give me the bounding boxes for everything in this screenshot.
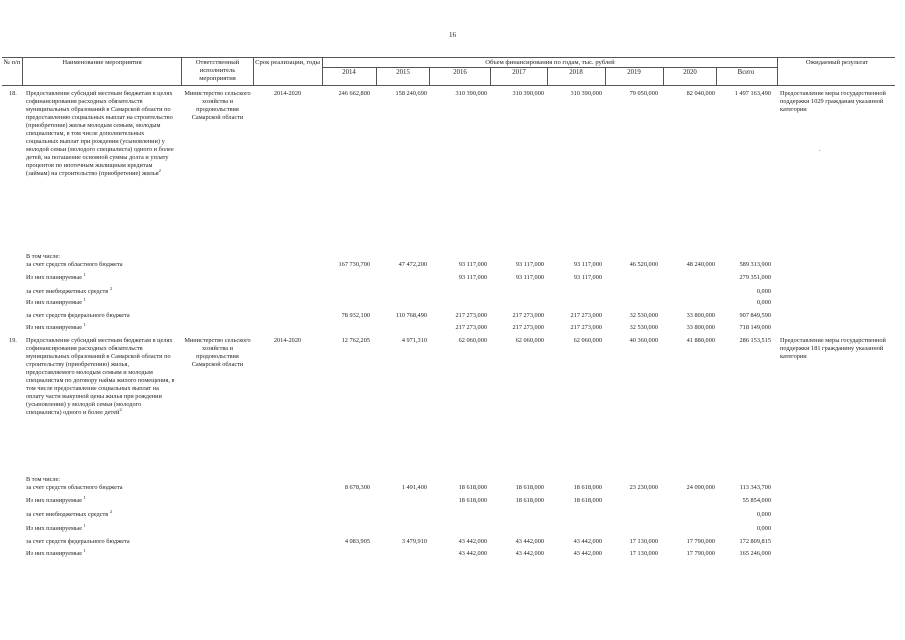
value-cell: 82 040,000: [686, 90, 715, 97]
value-cell: 17 130,000: [629, 550, 658, 557]
value-cell: 18 618,000: [458, 484, 487, 491]
row-name: Предоставление субсидий местным бюджетам в целях софинансирования расходных обязательств муниципальных образований в Самарской области по строительству (приобретению) жилья, предоставляемого молодым семьям и молодым специалистам по договору найма жилого помещения, в том числе предоставление социальных выплат на оплату части выкупной цены жилья при рождении (усыновлении) у молодой семьи (молодого специалиста) одного и более детей$^2$: [26, 337, 175, 417]
header-year: 2017: [512, 69, 526, 76]
value-cell: 93 117,000: [458, 274, 487, 281]
value-cell: 93 117,000: [573, 261, 602, 268]
col-divider: [322, 57, 323, 85]
value-cell: 310 390,000: [455, 90, 487, 97]
value-cell-total: 0,000: [756, 299, 771, 306]
breakdown-label: Из них планируемые $^1$: [26, 495, 86, 504]
row-term: 2014-2020: [273, 337, 302, 344]
header-top-rule: [2, 57, 895, 58]
value-cell: 78 932,100: [341, 312, 370, 319]
value-cell: 79 050,000: [629, 90, 658, 97]
value-cell: 40 360,000: [629, 337, 658, 344]
header-col-result: Ожидаемый результат: [805, 59, 869, 66]
breakdown-label: Из них планируемые $^1$: [26, 548, 86, 557]
value-cell: 43 442,000: [515, 538, 544, 545]
value-cell: 217 273,000: [455, 312, 487, 319]
breakdown-label: за счет средств федерального бюджета: [26, 538, 130, 545]
value-cell-total: 165 246,000: [739, 550, 771, 557]
row-name: Предоставление субсидий местным бюджетам в целях софинансирования расходных обязательств муниципальных образований в Самарской области по предоставлению социальных выплат на строительство (приобретение) жилья молодым семьям, молодым специалистам, в том числе дополнительных социальных выплат при рождении (усыновлении) у молодой семьи (молодого специалиста) одного и более детей, на погашение основной суммы долга и уплату процентов по ипотечным жилищным кредитам (займам) на строительство (приобретение) жилья$^2$: [26, 90, 174, 178]
breakdown-label: за счет средств федерального бюджета: [26, 312, 130, 319]
header-col-no: № п/п: [3, 59, 21, 66]
value-cell: 93 117,000: [573, 274, 602, 281]
value-cell: 62 060,000: [458, 337, 487, 344]
value-cell: 246 662,800: [338, 90, 370, 97]
value-cell: 8 678,300: [344, 484, 370, 491]
value-cell: 43 442,000: [458, 538, 487, 545]
value-cell: 17 790,000: [686, 550, 715, 557]
value-cell: 17 790,000: [686, 538, 715, 545]
breakdown-header: В том числе:: [26, 476, 61, 483]
col-divider: [777, 57, 778, 85]
header-year: 2016: [453, 69, 467, 76]
value-cell: 33 800,000: [686, 324, 715, 331]
value-cell: 217 273,000: [570, 312, 602, 319]
value-cell: 310 390,000: [512, 90, 544, 97]
value-cell: 43 442,000: [573, 550, 602, 557]
value-cell: 32 530,000: [629, 324, 658, 331]
value-cell-total: 907 849,590: [739, 312, 771, 319]
value-cell: 17 130,000: [629, 538, 658, 545]
value-cell: 217 273,000: [570, 324, 602, 331]
breakdown-label: за счет средств областного бюджета: [26, 261, 123, 268]
value-cell-total: 279 351,000: [739, 274, 771, 281]
col-divider: [429, 67, 430, 85]
value-cell: 18 618,000: [458, 497, 487, 504]
value-cell: 24 090,000: [686, 484, 715, 491]
value-cell: 46 520,000: [629, 261, 658, 268]
breakdown-label: за счет внебюджетных средств $^2$: [26, 286, 113, 295]
value-cell: 47 472,200: [398, 261, 427, 268]
breakdown-label: Из них планируемые $^1$: [26, 523, 86, 532]
value-cell: 43 442,000: [573, 538, 602, 545]
row-number: 19.: [9, 337, 17, 344]
value-cell: 3 479,910: [401, 538, 427, 545]
value-cell-total: 113 343,700: [739, 484, 771, 491]
value-cell: 310 390,000: [570, 90, 602, 97]
col-divider: [605, 67, 606, 85]
value-cell: 12 762,205: [341, 337, 370, 344]
header-year: 2018: [569, 69, 583, 76]
value-cell-total: 286 153,515: [739, 337, 771, 344]
col-divider: [181, 57, 182, 85]
value-cell: 18 618,000: [515, 497, 544, 504]
row-responsible: Министерство сельского хозяйства и продовольствия Самарской области: [184, 337, 251, 369]
header-col-responsible: Ответственный исполнитель мероприятия: [195, 59, 240, 82]
header-year: 2020: [683, 69, 697, 76]
page-number: 16: [449, 31, 456, 39]
breakdown-label: Из них планируемые $^1$: [26, 322, 86, 331]
value-cell: 23 230,000: [629, 484, 658, 491]
value-cell: 43 442,000: [515, 550, 544, 557]
col-divider: [716, 67, 717, 85]
value-cell: 4 083,905: [344, 538, 370, 545]
value-cell: 93 117,000: [458, 261, 487, 268]
value-cell-total: 589 313,900: [739, 261, 771, 268]
header-col-term: Срок реализации, годы: [255, 59, 320, 66]
value-cell-total: 0,000: [756, 288, 771, 295]
value-cell: 18 618,000: [515, 484, 544, 491]
value-cell: 217 273,000: [512, 312, 544, 319]
value-cell-total: 0,000: [756, 525, 771, 532]
header-col-name: Наименование мероприятия: [62, 59, 142, 66]
header-col-funding: Объем финансирования по годам, тыс. рублей: [485, 59, 615, 66]
value-cell: 48 240,000: [686, 261, 715, 268]
row-responsible: Министерство сельского хозяйства и продовольствия Самарской области: [184, 90, 251, 122]
row-term: 2014-2020: [273, 90, 302, 97]
col-divider: [22, 57, 23, 85]
value-cell-total: 55 854,000: [742, 497, 771, 504]
row-result: Предоставление меры государственной поддержки 181 гражданину указанной категории: [780, 337, 886, 361]
col-divider: [376, 67, 377, 85]
value-cell-total: 1 497 163,490: [734, 90, 771, 97]
value-cell: 62 060,000: [515, 337, 544, 344]
value-cell: 4 971,310: [401, 337, 427, 344]
header-year: 2019: [627, 69, 641, 76]
value-cell: 93 117,000: [515, 274, 544, 281]
value-cell-total: 172 809,815: [739, 538, 771, 545]
value-cell: 1 491,400: [401, 484, 427, 491]
header-year: 2015: [396, 69, 410, 76]
value-cell: 158 240,690: [395, 90, 427, 97]
row-result: Предоставление меры государственной поддержки 1029 гражданам указанной категории: [780, 90, 886, 114]
header-year: 2014: [342, 69, 356, 76]
header-bottom-rule: [2, 85, 895, 86]
value-cell: 43 442,000: [458, 550, 487, 557]
breakdown-label: Из них планируемые $^1$: [26, 297, 86, 306]
breakdown-label: за счет внебюджетных средств $^2$: [26, 509, 113, 518]
value-cell: 33 800,000: [686, 312, 715, 319]
value-cell: 18 618,000: [573, 497, 602, 504]
breakdown-label: за счет средств областного бюджета: [26, 484, 123, 491]
col-divider: [547, 67, 548, 85]
value-cell: 18 618,000: [573, 484, 602, 491]
breakdown-header: В том числе:: [26, 253, 61, 260]
funding-subheader-rule: [322, 67, 777, 68]
value-cell-total: 0,000: [756, 511, 771, 518]
breakdown-label: Из них планируемые $^1$: [26, 272, 86, 281]
value-cell: 217 273,000: [455, 324, 487, 331]
value-cell: 62 060,000: [573, 337, 602, 344]
value-cell: 32 530,000: [629, 312, 658, 319]
value-cell-total: 718 149,000: [739, 324, 771, 331]
stray-dot: .: [819, 146, 821, 153]
value-cell: 167 730,700: [338, 261, 370, 268]
col-divider: [490, 67, 491, 85]
value-cell: 217 273,000: [512, 324, 544, 331]
value-cell: 110 768,490: [395, 312, 427, 319]
value-cell: 41 880,000: [686, 337, 715, 344]
col-divider: [663, 67, 664, 85]
value-cell: 93 117,000: [515, 261, 544, 268]
row-number: 18.: [9, 90, 17, 97]
header-year-total: Всего: [737, 69, 755, 76]
